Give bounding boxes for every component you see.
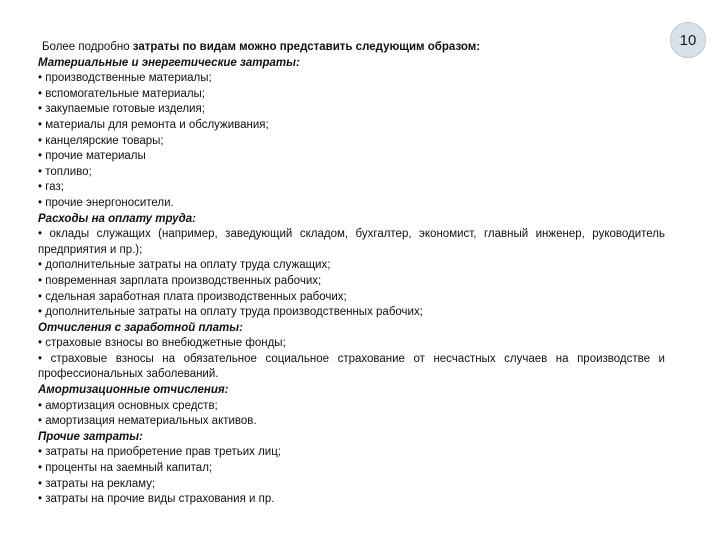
list-item: • вспомогательные материалы; — [38, 87, 665, 103]
list-item: • прочие материалы — [38, 149, 665, 165]
list-item: • затраты на рекламу; — [38, 477, 665, 493]
list-item: • амортизация нематериальных активов. — [38, 414, 665, 430]
section-other — [38, 430, 665, 508]
page-number: 10 — [679, 31, 697, 49]
list-item: • затраты на прочие виды страхования и пр. — [38, 492, 665, 508]
list-item: • газ; — [38, 180, 665, 196]
list-item: • производственные материалы; — [38, 71, 665, 87]
section-material — [38, 56, 665, 212]
intro-bold: затраты по видам можно представить следующим образом: — [132, 41, 481, 53]
intro-plain: Более подробно — [42, 41, 133, 53]
section-heading: Материальные и энергетические затраты: — [38, 56, 300, 69]
list-item: • топливо; — [38, 165, 665, 181]
section-labor — [38, 212, 665, 321]
section-payroll-deductions — [38, 321, 665, 383]
section-heading: Прочие затраты: — [38, 430, 143, 443]
list-item: • закупаемые готовые изделия; — [38, 102, 665, 118]
list-item: • дополнительные затраты на оплату труда производственных рабочих; — [38, 305, 665, 321]
page-number-badge — [670, 22, 706, 58]
section-heading: Расходы на оплату труда: — [38, 212, 196, 225]
list-item: • страховые взносы на обязательное социальное страхование от несчастных случаев на производстве и профессиональных заболеваний. — [38, 352, 665, 383]
section-heading: Отчисления с заработной платы: — [38, 321, 243, 334]
document-body — [38, 40, 665, 508]
section-depreciation — [38, 383, 665, 430]
list-item: • канцелярские товары; — [38, 134, 665, 150]
list-item: • повременная зарплата производственных рабочих; — [38, 274, 665, 290]
list-item: • сдельная заработная плата производственных рабочих; — [38, 290, 665, 306]
intro-line — [38, 40, 665, 56]
list-item: • дополнительные затраты на оплату труда служащих; — [38, 258, 665, 274]
list-item: • проценты на заемный капитал; — [38, 461, 665, 477]
section-heading: Амортизационные отчисления: — [38, 384, 229, 397]
list-item: • амортизация основных средств; — [38, 399, 665, 415]
list-item: • оклады служащих (например, заведующий складом, бухгалтер, экономист, главный инженер, руководитель предприятия и пр.); — [38, 227, 665, 258]
list-item: • затраты на приобретение прав третьих лиц; — [38, 445, 665, 461]
list-item: • прочие энергоносители. — [38, 196, 665, 212]
list-item: • страховые взносы во внебюджетные фонды; — [38, 336, 665, 352]
list-item: • материалы для ремонта и обслуживания; — [38, 118, 665, 134]
